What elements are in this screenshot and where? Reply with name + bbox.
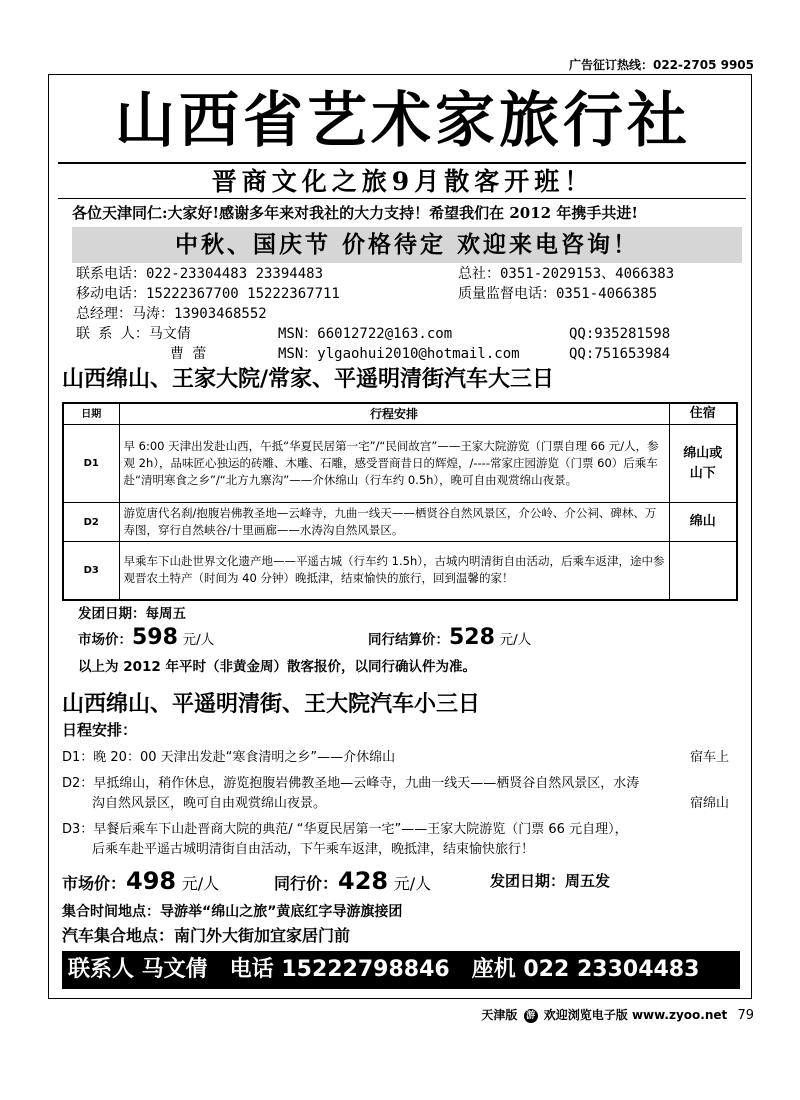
page-number: 79 [737,1008,754,1023]
brand-badge-icon: 游 [524,1009,538,1023]
schedule-label: 日程安排： [62,721,138,739]
header-stay: 住宿 [669,403,737,425]
price-unit: 元/人 [181,874,220,893]
route2-day2-cont: 沟自然风景区，晚可自由观赏绵山夜景。 [92,796,327,811]
mobile-phone: 移动电话：15222367700 15222367711 [76,286,340,302]
table-row [63,425,737,503]
route1-title: 山西绵山、王家大院/常家、平遥明清街汽车大三日 [62,367,555,392]
route2-departure: 发团日期：周五发 [490,872,611,890]
route2-day1-stay: 宿车上 [690,750,730,765]
peer-price-value: 528 [449,625,495,650]
route2-market-price [62,868,219,897]
peer-price-label: 同行结算价： [368,632,449,648]
route1-departure: 发团日期：每周五 [78,606,186,622]
divider [58,198,746,199]
divider [58,162,746,164]
route2-day3: D3：早餐后乘车下山赴晋商大院的典范/ “华夏民居第一宅”——王家大院游览（门票 66 元自理）， [62,822,628,837]
agency-name: 山西省艺术家旅行社 [115,86,691,156]
page-footer [481,1006,754,1023]
contact-person-2-qq: QQ:751653984 [569,346,671,362]
market-price-value: 598 [132,625,178,650]
edition-label: 天津版 [481,1008,518,1022]
market-price-value: 498 [126,867,177,895]
meeting-info: 集合时间地点：导游举“绵山之旅”黄底红字导游旗接团 [62,904,403,920]
route1-market-price [78,625,215,650]
header-plan: 行程安排 [119,403,669,425]
table-header-row [63,403,737,425]
head-office-phone: 总社：0351-2029153、4066383 [458,266,675,282]
ad-hotline: 广告征订热线：022-2705 9905 [568,58,754,72]
table-row [63,503,737,542]
contact-person-1: 联 系 人：马文倩 [76,326,191,342]
price-unit: 元/人 [182,632,215,648]
manager-contact: 总经理：马涛：13903468552 [76,306,267,322]
peer-price-label: 同行价： [274,874,339,893]
price-unit: 元/人 [393,874,432,893]
itinerary-table [62,402,738,601]
contact-person-1-msn: MSN：66012722@163.com [278,326,453,342]
header-date: 日期 [63,403,119,425]
holiday-notice: 中秋、国庆节 价格待定 欢迎来电咨询！ [72,227,742,263]
contact-bar [62,951,740,989]
contact-bar-phone: 电话 15222798846 [229,957,450,982]
row-plan: 游览唐代名刹/抱腹岩佛教圣地—云峰寺，九曲一线天——栖贤谷自然风景区，介公岭、介公祠、碑林、万寿图，穿行自然峡谷/十里画廊——水涛沟自然风景区。 [119,503,669,542]
contact-bar-landline: 座机 022 23304483 [471,957,700,982]
supervision-phone: 质量监督电话：0351-4066385 [458,286,658,302]
bus-meeting-info: 汽车集合地点：南门外大街加宜家居门前 [62,926,351,945]
contact-person-2-msn: MSN：ylgaohui2010@hotmail.com [278,346,520,362]
row-day: D2 [63,503,119,542]
route2-title: 山西绵山、平遥明清街、王大院汽车小三日 [62,692,481,717]
row-stay: 绵山 [669,503,737,542]
route2-day3-cont: 后乘车赴平遥古城明清街自由活动，下午乘车返津，晚抵津，结束愉快旅行！ [92,842,535,857]
row-day: D3 [63,542,119,600]
route2-day1: D1：晚 20：00 天津出发赴“寒食清明之乡”——介休绵山 [62,750,396,765]
price-unit: 元/人 [499,632,532,648]
row-plan: 早乘车下山赴世界文化遗产地——平遥古城（行车约 1.5h），古城内明清街自由活动，后乘车返津，途中参观晋农土特产（时间为 40 分钟）晚抵津，结束愉快的旅行，回到温馨的家！ [119,542,669,600]
route1-peer-price [368,625,532,650]
contact-phone: 联系电话：022-23304483 23394483 [76,266,324,282]
contact-person-2: 曹 蕾 [170,346,207,362]
website-link[interactable]: 欢迎浏览电子版 www.zyoo.net [543,1008,728,1022]
route2-day2-stay: 宿绵山 [690,796,730,811]
peer-price-value: 428 [338,867,389,895]
contact-bar-person: 联系人 马文倩 [68,957,208,982]
route1-note: 以上为 2012 年平时（非黄金周）散客报价，以同行确认件为准。 [78,659,476,675]
row-day: D1 [63,425,119,503]
market-price-label: 市场价： [62,874,127,893]
greeting: 各位天津同仁:大家好!感谢多年来对我社的大力支持！希望我们在 2012 年携手共进! [72,204,638,222]
row-stay: 绵山或山下 [669,425,737,503]
route2-day2: D2：早抵绵山，稍作休息，游览抱腹岩佛教圣地—云峰寺，九曲一线天——栖贤谷自然风景区，水涛 [62,776,640,791]
subtitle: 晋商文化之旅9月散客开班！ [211,167,595,196]
row-plan: 早 6:00 天津出发赴山西，午抵“华夏民居第一宅”/“民间故宫”——王家大院游览（门票自理 66 元/人，参观 2h），品味匠心独运的砖雕、木雕、石雕，感受晋商昔日的辉煌，/----常家庄园游览（门票 60）后乘车赴“清明寒食之乡”/“北方九寨沟”——介休绵山（行车约 0.5h），晚可自由观赏绵山夜景。 [119,425,669,503]
market-price-label: 市场价： [78,632,132,648]
table-row [63,542,737,600]
row-stay [669,542,737,600]
contact-person-1-qq: QQ:935281598 [569,326,671,342]
route2-peer-price [274,868,431,897]
